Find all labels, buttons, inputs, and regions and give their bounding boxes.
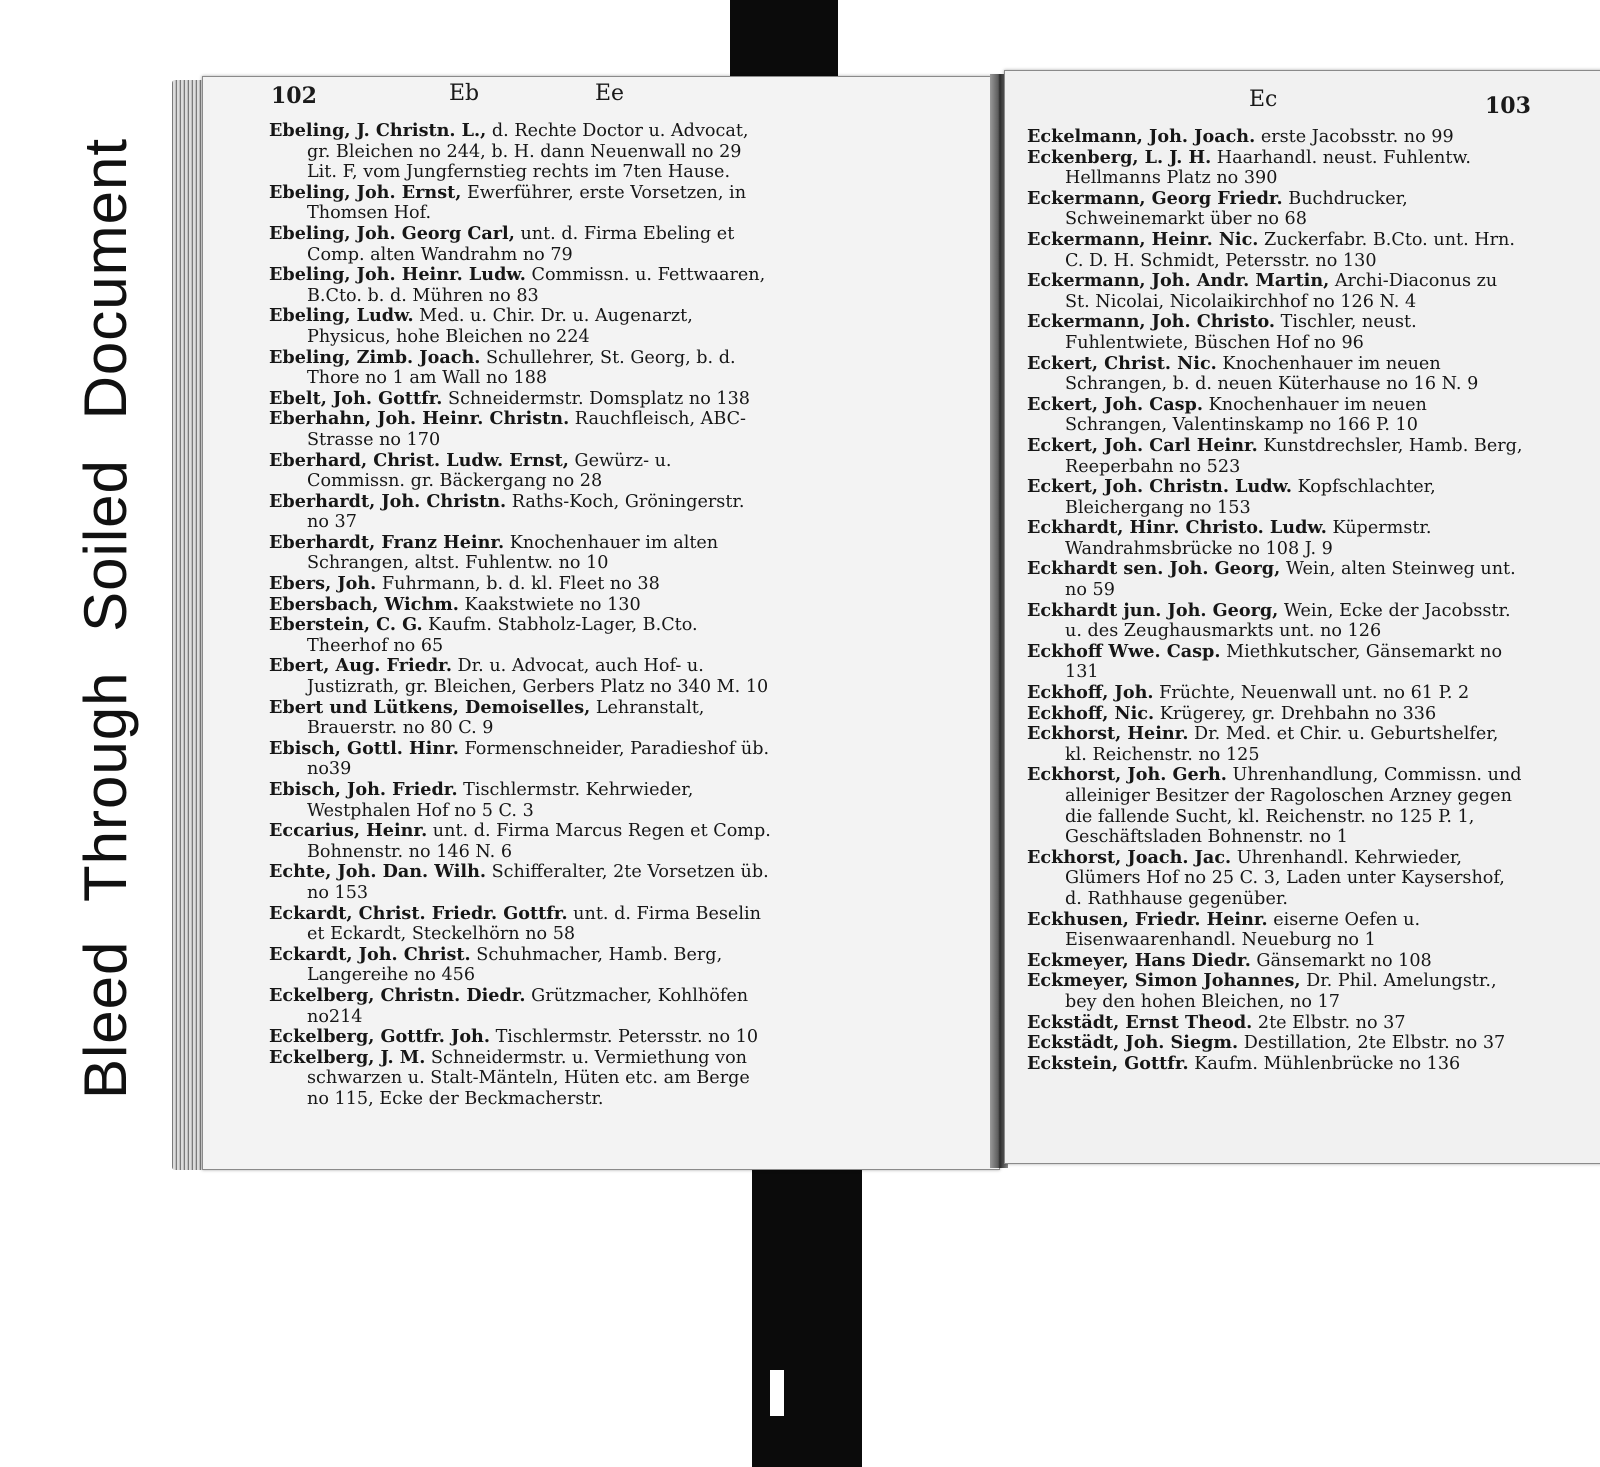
directory-entry <box>1027 848 1525 910</box>
binding-strap-bottom <box>752 1150 862 1467</box>
entry-name: Eberhardt, Joh. Christn. <box>269 490 507 512</box>
entry-name: Eckhorst, Joh. Gerh. <box>1027 764 1227 786</box>
entry-details: eiserne Oefen u. Eisenwaarenhandl. Neueburg no 1 <box>1065 909 1421 951</box>
directory-entry <box>269 821 771 862</box>
entry-details: Raths-Koch, Gröningerstr. no 37 <box>307 491 745 533</box>
entry-name: Eckenberg, L. J. H. <box>1027 146 1212 168</box>
entry-name: Eckermann, Joh. Andr. Martin, <box>1027 270 1330 292</box>
entry-details: Ewerführer, erste Vorsetzen, in Thomsen Hof. <box>307 182 747 224</box>
entry-name: Ebeling, Joh. Ernst, <box>269 181 462 203</box>
entry-name: Ebeling, Joh. Heinr. Ludw. <box>269 264 526 286</box>
directory-entry <box>269 409 771 450</box>
directory-entry <box>1027 601 1525 642</box>
entry-details: unt. d. Firma Ebeling et Comp. alten Wandrahm no 79 <box>307 223 735 265</box>
entry-details: Knochenhauer im alten Schrangen, altst. Fuhlentw. no 10 <box>307 532 719 574</box>
entry-name: Eckermann, Heinr. Nic. <box>1027 228 1259 250</box>
entry-details: Fuhrmann, b. d. kl. Fleet no 38 <box>376 574 660 595</box>
entry-details: Krügerey, gr. Drehbahn no 336 <box>1154 703 1437 724</box>
right-page <box>1004 70 1600 1164</box>
directory-entry <box>269 389 771 410</box>
entry-name: Eckardt, Christ. Friedr. Gottfr. <box>269 902 568 924</box>
entry-details: unt. d. Firma Beselin et Eckardt, Steckelhörn no 58 <box>307 903 761 945</box>
entry-name: Eckermann, Georg Friedr. <box>1027 187 1283 209</box>
directory-entry <box>269 348 771 389</box>
directory-entry <box>1027 189 1525 230</box>
directory-entry <box>1027 127 1525 148</box>
entry-name: Eckert, Joh. Christn. Ludw. <box>1027 476 1293 498</box>
entry-name: Eckhardt sen. Joh. Georg, <box>1027 558 1281 580</box>
entry-details: Schneidermstr. Domsplatz no 138 <box>442 388 750 409</box>
entry-name: Ebisch, Gottl. Hinr. <box>269 737 459 759</box>
entry-details: Schneidermstr. u. Vermiethung von schwarzen u. Stalt-Mänteln, Hüten etc. am Berge no 115, Ecke der Beckmacherstr. <box>307 1047 750 1109</box>
directory-entry <box>1027 683 1525 704</box>
entry-details: Archi-Diaconus zu St. Nicolai, Nicolaikirchhof no 126 N. 4 <box>1065 271 1498 312</box>
entry-name: Eckmeyer, Simon Johannes, <box>1027 970 1301 992</box>
entry-details: Uhrenhandlung, Commissn. und alleiniger Besitzer der Ragoloschen Arzney gegen die fallende Sucht, kl. Reichenstr. no 125 P. 1, Geschäftsladen Bohnenstr. no 1 <box>1065 765 1522 848</box>
entry-details: Dr. Phil. Amelungstr., bey den hohen Bleichen, no 17 <box>1065 971 1497 1012</box>
entry-details: Früchte, Neuenwall unt. no 61 P. 2 <box>1153 683 1470 704</box>
entry-name: Eberhardt, Franz Heinr. <box>269 531 505 553</box>
entry-details: Miethkutscher, Gänsemarkt no 131 <box>1065 641 1503 683</box>
entry-details: Wein, alten Steinweg unt. no 59 <box>1065 559 1516 601</box>
right-page-header <box>1005 71 1600 119</box>
directory-entry <box>269 904 771 945</box>
entry-details: Kaufm. Stabholz-Lager, B.Cto. Theerhof no 65 <box>307 615 698 656</box>
entry-name: Eckelmann, Joh. Joach. <box>1027 126 1256 147</box>
entry-name: Ebeling, J. Christn. L., <box>269 120 487 141</box>
entry-details: Gänsemarkt no 108 <box>1250 950 1432 971</box>
open-book <box>172 70 1531 1170</box>
directory-entry <box>269 615 771 656</box>
directory-entry <box>269 945 771 986</box>
entry-details: Dr. Med. et Chir. u. Geburtshelfer, kl. Reichenstr. no 125 <box>1065 724 1499 765</box>
directory-entry <box>1027 518 1525 559</box>
entry-name: Eckert, Christ. Nic. <box>1027 352 1217 374</box>
entry-details: Schuhmacher, Hamb. Berg, Langereihe no 456 <box>307 944 723 986</box>
directory-entry <box>269 986 771 1027</box>
entry-name: Eckhorst, Joach. Jac. <box>1027 846 1232 868</box>
entry-name: Ebelt, Joh. Gottfr. <box>269 387 443 409</box>
entry-details: Haarhandl. neust. Fuhlentw. Hellmanns Platz no 390 <box>1065 147 1471 189</box>
directory-entry <box>1027 354 1525 395</box>
entry-name: Eckermann, Joh. Christo. <box>1027 311 1276 333</box>
directory-entry <box>269 862 771 903</box>
directory-entry <box>269 533 771 574</box>
entry-details: Formenschneider, Paradieshof üb. no39 <box>307 738 770 780</box>
directory-entry <box>1027 312 1525 353</box>
directory-entry <box>269 739 771 780</box>
left-entry-list <box>269 121 771 1110</box>
bleed-through-label-text: Bleed Through Soiled Document <box>72 137 140 1099</box>
directory-entry <box>269 780 771 821</box>
bleed-through-label <box>46 108 166 1128</box>
entry-name: Eckhoff, Nic. <box>1027 702 1155 724</box>
directory-entry <box>1027 230 1525 271</box>
directory-entry <box>269 595 771 616</box>
left-running-head-1: Eb <box>449 81 480 106</box>
entry-name: Ebersbach, Wichm. <box>269 593 459 615</box>
directory-entry <box>269 265 771 306</box>
right-page-number: 103 <box>1485 93 1531 119</box>
directory-entry <box>1027 910 1525 951</box>
entry-details: Uhrenhandl. Kehrwieder, Glümers Hof no 25 C. 3, Laden unter Kaysershof, d. Rathhause gegenüber. <box>1065 847 1505 909</box>
directory-entry <box>1027 477 1525 518</box>
left-page <box>202 76 1000 1170</box>
directory-entry <box>269 121 771 183</box>
entry-name: Echte, Joh. Dan. Wilh. <box>269 861 487 883</box>
directory-entry <box>269 1027 771 1048</box>
left-running-head-2: Ee <box>595 81 625 106</box>
directory-entry <box>269 698 771 739</box>
right-entry-list <box>1027 127 1525 1074</box>
directory-entry <box>1027 436 1525 477</box>
entry-details: Schifferalter, 2te Vorsetzen üb. no 153 <box>307 862 769 903</box>
directory-entry <box>269 224 771 265</box>
directory-entry <box>269 1048 771 1110</box>
entry-details: Destillation, 2te Elbstr. no 37 <box>1238 1033 1506 1054</box>
entry-details: Med. u. Chir. Dr. u. Augenarzt, Physicus, hohe Bleichen no 224 <box>307 306 693 347</box>
directory-entry <box>1027 724 1525 765</box>
directory-entry <box>1027 971 1525 1012</box>
entry-details: Küpermstr. Wandrahmsbrücke no 108 J. 9 <box>1065 518 1432 559</box>
entry-details: Dr. u. Advocat, auch Hof- u. Justizrath, gr. Bleichen, Gerbers Platz no 340 M. 10 <box>307 656 769 698</box>
entry-details: Knochenhauer im neuen Schrangen, Valentinskamp no 166 P. 10 <box>1065 394 1427 436</box>
entry-name: Ebeling, Zimb. Joach. <box>269 346 481 368</box>
entry-name: Eckmeyer, Hans Diedr. <box>1027 949 1251 971</box>
directory-entry <box>1027 271 1525 312</box>
entry-details: Tischlermstr. Petersstr. no 10 <box>489 1027 759 1048</box>
entry-details: Schullehrer, St. Georg, b. d. Thore no 1 am Wall no 188 <box>307 347 736 389</box>
entry-name: Eckhoff Wwe. Casp. <box>1027 640 1221 662</box>
left-page-header <box>203 77 999 117</box>
directory-entry <box>1027 1033 1525 1054</box>
entry-details: unt. d. Firma Marcus Regen et Comp. Bohnenstr. no 146 N. 6 <box>307 821 771 862</box>
entry-details: Commissn. u. Fettwaaren, B.Cto. b. d. Mühren no 83 <box>307 265 766 306</box>
entry-details: Kopfschlachter, Bleichergang no 153 <box>1065 477 1436 518</box>
entry-name: Ebers, Joh. <box>269 573 377 595</box>
entry-name: Eckelberg, Gottfr. Joh. <box>269 1026 490 1048</box>
entry-name: Eckhorst, Heinr. <box>1027 723 1189 745</box>
directory-entry <box>269 306 771 347</box>
entry-name: Ebeling, Ludw. <box>269 305 414 327</box>
entry-name: Eckstädt, Joh. Siegm. <box>1027 1032 1239 1054</box>
entry-name: Eckert, Joh. Carl Heinr. <box>1027 434 1258 456</box>
strap-hole <box>770 1370 784 1416</box>
page-edges <box>172 80 204 1170</box>
right-running-head: Ec <box>1249 87 1278 112</box>
entry-name: Eckhardt, Hinr. Christo. Ludw. <box>1027 517 1327 539</box>
directory-entry <box>1027 642 1525 683</box>
directory-entry <box>269 183 771 224</box>
entry-name: Eckert, Joh. Casp. <box>1027 393 1203 415</box>
directory-entry <box>1027 148 1525 189</box>
entry-name: Ebert und Lütkens, Demoiselles, <box>269 696 591 718</box>
entry-details: Kaufm. Mühlenbrücke no 136 <box>1188 1053 1461 1074</box>
directory-entry <box>1027 765 1525 847</box>
entry-name: Eckhusen, Friedr. Heinr. <box>1027 908 1268 930</box>
entry-details: Rauchfleisch, ABC-Strasse no 170 <box>307 409 746 450</box>
entry-details: Kunstdrechsler, Hamb. Berg, Reeperbahn no 523 <box>1065 435 1523 477</box>
directory-entry <box>269 574 771 595</box>
directory-entry <box>269 656 771 697</box>
entry-details: Wein, Ecke der Jacobsstr. u. des Zeughausmarkts unt. no 126 <box>1065 600 1511 642</box>
directory-entry <box>269 451 771 492</box>
entry-name: Ebisch, Joh. Friedr. <box>269 779 458 800</box>
entry-name: Eberhahn, Joh. Heinr. Christn. <box>269 408 570 430</box>
directory-entry <box>1027 559 1525 600</box>
left-page-number: 102 <box>271 83 317 109</box>
directory-entry <box>1027 951 1525 972</box>
directory-entry <box>269 492 771 533</box>
entry-details: Grützmacher, Kohlhöfen no214 <box>307 985 749 1027</box>
entry-name: Eckardt, Joh. Christ. <box>269 943 471 965</box>
entry-details: Gewürz- u. Commissn. gr. Bäckergang no 28 <box>307 450 672 492</box>
entry-details: Kaakstwiete no 130 <box>458 594 641 615</box>
entry-name: Eberhard, Christ. Ludw. Ernst, <box>269 449 569 471</box>
entry-details: erste Jacobsstr. no 99 <box>1255 127 1454 147</box>
directory-entry <box>1027 704 1525 725</box>
entry-name: Ebeling, Joh. Georg Carl, <box>269 222 515 244</box>
directory-entry <box>1027 1013 1525 1034</box>
entry-name: Ebert, Aug. Friedr. <box>269 655 452 677</box>
entry-name: Eckelberg, J. M. <box>269 1046 426 1068</box>
entry-name: Eckhardt jun. Joh. Georg, <box>1027 599 1279 621</box>
entry-details: Zuckerfabr. B.Cto. unt. Hrn. C. D. H. Schmidt, Petersstr. no 130 <box>1065 229 1515 271</box>
entry-name: Eberstein, C. G. <box>269 614 423 636</box>
entry-name: Eckstein, Gottfr. <box>1027 1052 1189 1074</box>
entry-name: Eckelberg, Christn. Diedr. <box>269 984 526 1006</box>
entry-details: Knochenhauer im neuen Schrangen, b. d. neuen Küterhause no 16 N. 9 <box>1065 353 1479 395</box>
entry-details: Buchdrucker, Schweinemarkt über no 68 <box>1065 188 1408 230</box>
entry-details: Tischlermstr. Kehrwieder, Westphalen Hof no 5 C. 3 <box>307 780 694 821</box>
directory-entry <box>1027 1054 1525 1075</box>
entry-name: Eckhoff, Joh. <box>1027 682 1154 704</box>
entry-name: Eccarius, Heinr. <box>269 820 428 842</box>
entry-details: Tischler, neust. Fuhlentwiete, Büschen Hof no 96 <box>1065 312 1417 353</box>
entry-details: Lehranstalt, Brauerstr. no 80 C. 9 <box>307 697 705 739</box>
entry-details: d. Rechte Doctor u. Advocat, gr. Bleichen no 244, b. H. dann Neuenwall no 29 Lit. F, vom Jungfernstieg rechts im 7ten Hause. <box>307 121 749 183</box>
entry-name: Eckstädt, Ernst Theod. <box>1027 1011 1253 1033</box>
directory-entry <box>1027 395 1525 436</box>
entry-details: 2te Elbstr. no 37 <box>1252 1012 1406 1033</box>
